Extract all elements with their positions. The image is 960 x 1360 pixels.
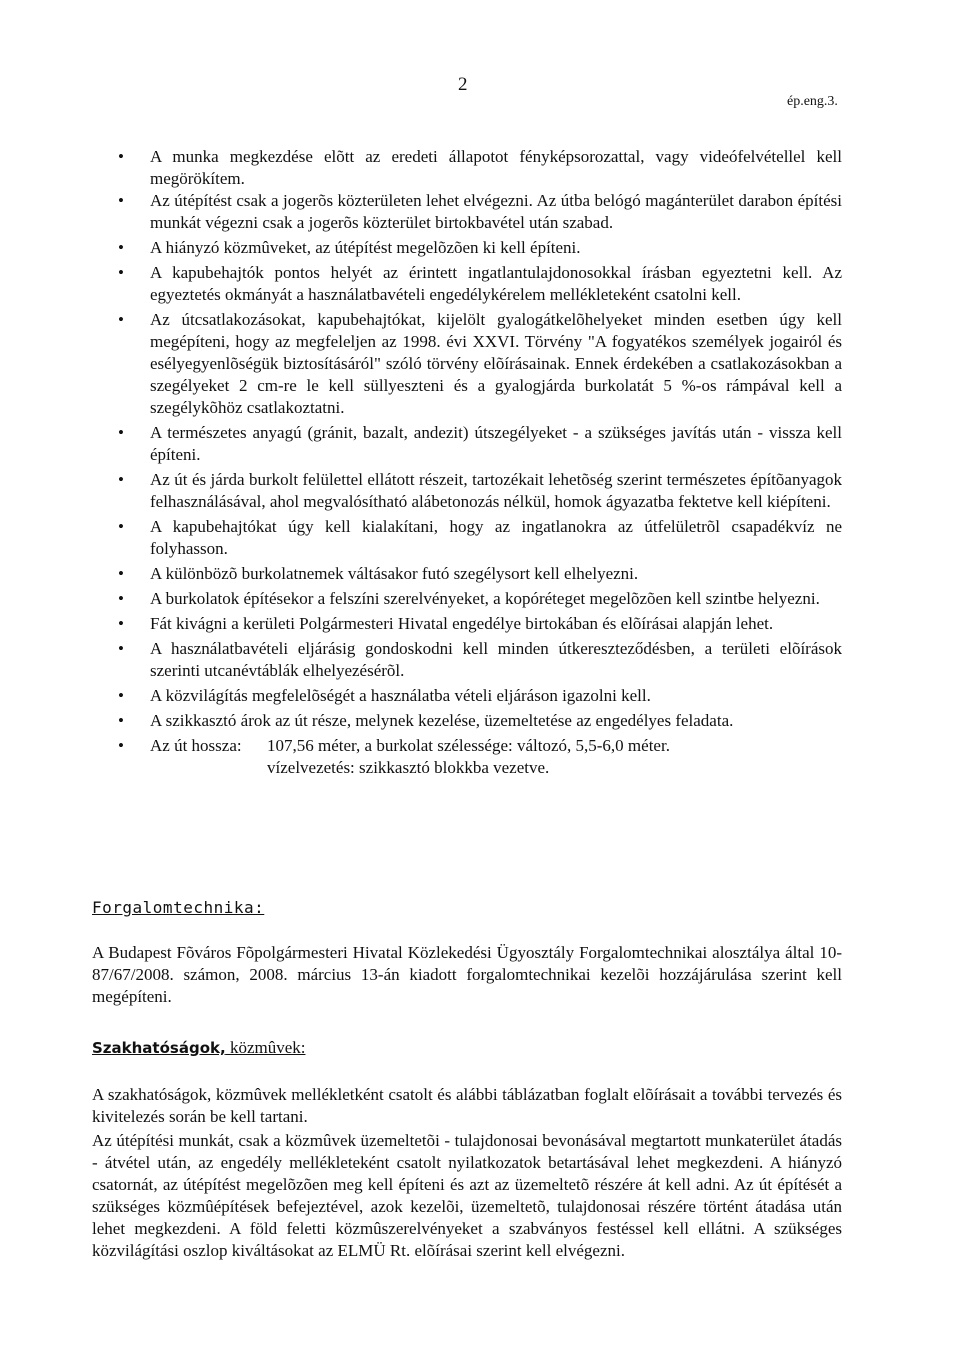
list-item: • Az útépítést csak a jogerõs közterületen lehet elvégezni. Az útba belógó magánterület darabon építési munkát végezni csak a jogerõs közterület birtokbavétel után szabad.	[118, 191, 842, 232]
requirements-list	[118, 146, 842, 779]
list-item: • A munka megkezdése elõtt az eredeti állapotot fényképsorozattal, vagy videófelvétellel kell megörökítem.	[118, 147, 842, 188]
traffic-paragraph: A Budapest Fõváros Fõpolgármesteri Hivatal Közlekedési Ügyosztály Forgalomtechnikai alosztálya által 10-87/67/2008. számon, 2008. március 13-án kiadott forgalomtechnikai kezelõi hozzájárulása szerint kell megépíteni.	[92, 943, 842, 1006]
bullet-icon: •	[118, 736, 124, 755]
bullet-icon: •	[118, 310, 124, 329]
list-item: • A kapubehajtók pontos helyét az érintett ingatlantulajdonosokkal írásban egyeztetni kell. Az egyeztetés okmányát a használatbavételi engedélykérelem mellékleteként csatolni kell.	[118, 263, 842, 304]
page-number: 2	[458, 74, 468, 95]
list-item: • A burkolatok építésekor a felszíni szerelvényeket, a kopóréteget megelõzõen kell szintbe helyezni.	[118, 589, 820, 608]
bullet-icon: •	[118, 517, 124, 536]
authorities-paragraph-1: A szakhatóságok, közmûvek mellékletként csatolt és alábbi táblázatban foglalt elõírásait a további tervezés és kivitelezés során be kell tartani.	[92, 1085, 842, 1126]
authorities-section-title: Szakhatóságok, közmûvek:	[92, 1038, 306, 1057]
bullet-icon: •	[118, 711, 124, 730]
bullet-icon: •	[118, 423, 124, 442]
authorities-paragraph-2: Az útépítési munkát, csak a közmûvek üzemeltetõi - tulajdonosai bevonásával megtartott munkaterület átadás - átvétel után, az engedély mellékleteként csatolt nyilatkozatok betartásával lehet megkezdeni. A hiányzó csatornát, az útépítést megelõzõen meg kell építeni és azt az üzemeltetõ részére át kell adni. Az út építését a szükséges közmûépítések befejeztével, azok kezelõi, üzemeltetõ, tulajdonosai részére történt átadása után lehet megkezdeni. A föld feletti közmûszerelvényeket a szabványos festéssel kell ellátni. A szükséges közvilágítási oszlop kiváltásokat az ELMÜ Rt. elõírásai szerint kell elvégezni.	[92, 1131, 842, 1260]
bullet-icon: •	[118, 470, 124, 489]
list-item: • Az út és járda burkolt felülettel ellátott részeit, tartozékait lehetõség szerint természetes építõanyagok felhasználásával, ahol megvalósítható alábetonozás nélkül, homok ágyazatba fektetve kell kiépíteni.	[118, 470, 842, 511]
bullet-icon: •	[118, 564, 124, 583]
bullet-icon: •	[118, 263, 124, 282]
bullet-icon: •	[118, 639, 124, 658]
drainage-note: vízelvezetés: szikkasztó blokkba vezetve.	[267, 758, 550, 777]
list-item: • Az útcsatlakozásokat, kapubehajtókat, kijelölt gyalogátkelõhelyeket minden esetben úgy kell megépíteni, hogy az megfeleljen az 1998. évi XXVI. Törvény "A fogyatékos személyek jogairól és esélyegyenlõségük biztosításáról" szóló törvény elõírásainak. Ennek érdekében a csatlakozásokban a szegélyeket 2 cm-re le kell süllyeszteni és a gyalogjárda burkolatát 5 %-os rámpával kell a szegélykõhöz csatlakoztatni.	[118, 310, 842, 417]
bullet-icon: •	[118, 238, 124, 257]
bullet-icon: •	[118, 686, 124, 705]
road-length-label: Az út hossza:	[150, 736, 242, 755]
list-item: • A különbözõ burkolatnemek váltásakor futó szegélysort kell elhelyezni.	[118, 564, 639, 583]
traffic-section-title: Forgalomtechnika:	[92, 898, 265, 917]
list-item: • A használatbavételi eljárásig gondoskodni kell minden útkereszteződésben, a területi elõírások szerinti utcanévtáblák elhelyezésérõl.	[118, 639, 842, 680]
bullet-icon: •	[118, 589, 124, 608]
list-item: • A szikkasztó árok az út része, melynek kezelése, üzemeltetése az engedélyes feladata.	[118, 711, 734, 730]
list-item: • A hiányzó közmûveket, az útépítést megelõzõen ki kell építeni.	[118, 238, 581, 257]
road-length-value: 107,56 méter, a burkolat szélessége: változó, 5,5-6,0 méter.	[267, 736, 670, 755]
list-item: • A természetes anyagú (gránit, bazalt, andezit) útszegélyeket - a szükséges javítás után - vissza kell építeni.	[118, 423, 842, 464]
list-item: • A közvilágítás megfelelõségét a használatba vételi eljáráson igazolni kell.	[118, 686, 651, 705]
list-item: • Fát kivágni a kerületi Polgármesteri Hivatal engedélye birtokában és elõírásai alapján lehet.	[118, 614, 774, 633]
bullet-icon: •	[118, 191, 124, 210]
road-length-item	[118, 735, 842, 779]
document-reference-code: ép.eng.3.	[787, 94, 838, 109]
bullet-icon: •	[118, 614, 124, 633]
bullet-icon: •	[118, 147, 124, 166]
list-item: • A kapubehajtókat úgy kell kialakítani, hogy az ingatlanokra az útfelületrõl csapadékvíz ne folyhasson.	[118, 517, 842, 558]
